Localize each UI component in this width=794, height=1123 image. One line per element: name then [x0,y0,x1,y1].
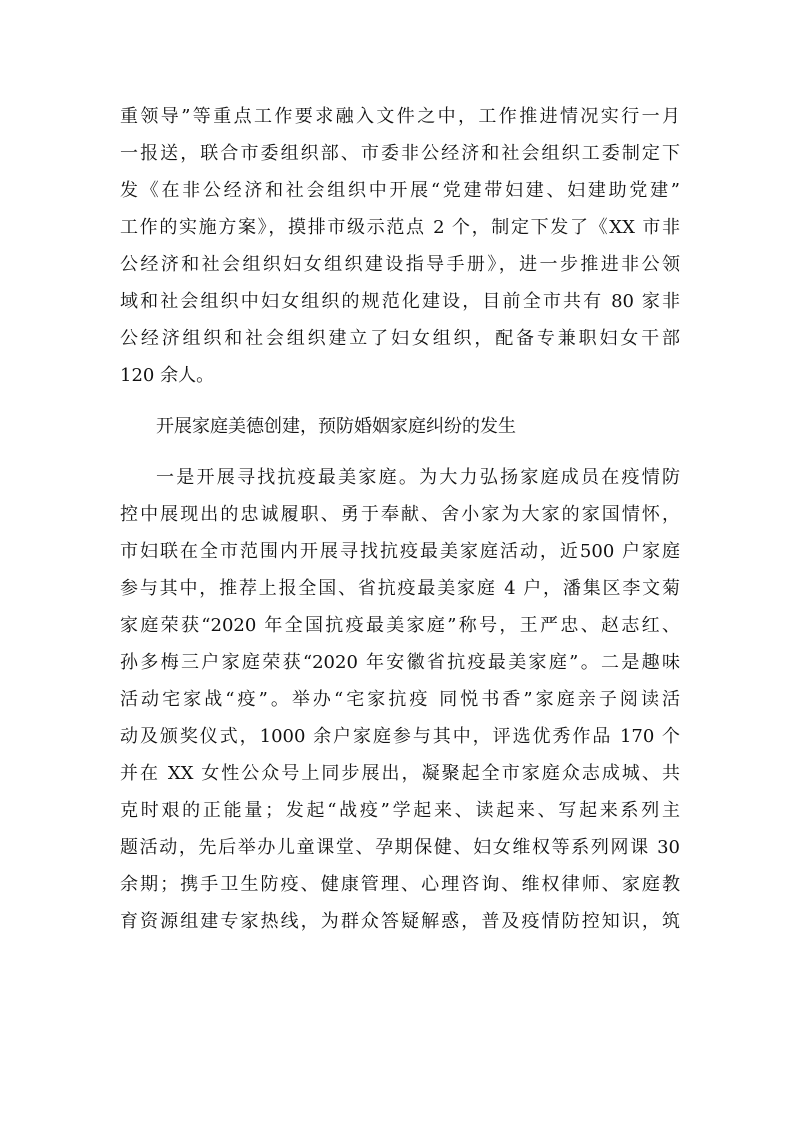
text-line: 活动宅家战“疫”。举办“宅家抗疫 同悦书香”家庭亲子阅读活 [120,689,680,710]
text-line: 重领导”等重点工作要求融入文件之中，工作推进情况实行一月 [120,106,680,127]
paragraph-1 [120,98,680,394]
text-line: 控中展现出的忠诚履职、勇于奉献、舍小家为大家的家国情怀， [120,504,680,525]
text-line: 并在 XX 女性公众号上同步展出，凝聚起全市家庭众志成城、共 [120,763,680,784]
text-line: 工作的实施方案》，摸排市级示范点 2 个，制定下发了《XX 市非 [120,217,680,238]
document-body [120,98,680,940]
text-line: 一报送，联合市委组织部、市委非公经济和社会组织工委制定下 [120,143,680,164]
text-line: 公经济组织和社会组织建立了妇女组织，配备专兼职妇女干部 [120,328,680,349]
text-line: 孙多梅三户家庭荣获“2020 年安徽省抗疫最美家庭”。二是趣味 [120,652,680,673]
paragraph-2 [120,459,680,940]
text-line: 克时艰的正能量；发起“战疫”学起来、读起来、写起来系列主 [120,800,680,821]
section-heading: 开展家庭美德创建，预防婚姻家庭纠纷的发生 [156,416,516,437]
spacer [120,445,680,459]
text-line: 余期；携手卫生防疫、健康管理、心理咨询、维权律师、家庭教 [120,874,680,895]
text-line: 120 余人。 [120,365,215,386]
text-line: 题活动，先后举办儿童课堂、孕期保健、妇女维权等系列网课 30 [120,837,680,858]
text-line: 动及颁奖仪式，1000 余户家庭参与其中，评选优秀作品 170 个 [120,726,680,747]
spacer [120,394,680,408]
text-line: 公经济和社会组织妇女组织建设指导手册》，进一步推进非公领 [120,254,680,275]
text-line: 一是开展寻找抗疫最美家庭。为大力弘扬家庭成员在疫情防 [156,467,680,488]
text-line: 育资源组建专家热线，为群众答疑解惑，普及疫情防控知识，筑 [120,911,680,932]
text-line: 参与其中，推荐上报全国、省抗疫最美家庭 4 户，潘集区李文菊 [120,578,680,599]
text-line: 市妇联在全市范围内开展寻找抗疫最美家庭活动，近500 户家庭 [120,541,680,562]
text-line: 域和社会组织中妇女组织的规范化建设，目前全市共有 80 家非 [120,291,680,312]
text-line: 家庭荣获“2020 年全国抗疫最美家庭”称号，王严忠、赵志红、 [120,615,680,636]
text-line: 发《在非公经济和社会组织中开展“党建带妇建、妇建助党建” [120,180,680,201]
